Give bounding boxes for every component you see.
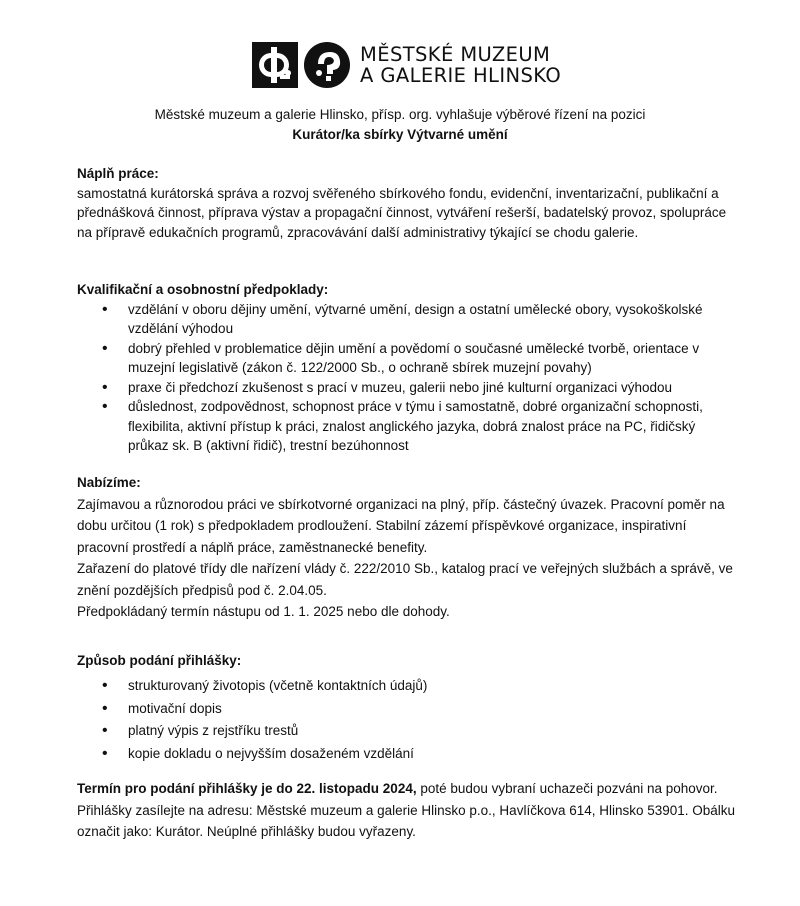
logo-text xyxy=(360,44,561,86)
naplne-text: samostatná kurátorská správa a rozvoj svěřeného sbírkového fondu, evidenční, inventarizační, publikační a přednášková činnost, příprava výstav a propagační činnost, vytváření rešerší, badatelský provoz, spolupráce na přípravě edukačních programů, zpracovávání další administrativy týkající se chodu galerie. xyxy=(77,185,727,240)
section-naplne xyxy=(77,164,737,242)
list-item: • kopie dokladu o nejvyšším dosaženém vzdělání xyxy=(77,743,737,765)
deadline-text: poté budou vybraní uchazeči pozváni na pohovor. Přihlášky zasílejte na adresu: Městské muzeum a galerie Hlinsko p.o., Havlíčkova 614, Hlinsko 53901. Obálku označit jako: Kurátor. Neúplné přihlášky budou vyřazeny. xyxy=(77,781,736,839)
deadline-paragraph xyxy=(77,778,737,843)
list-item: • praxe či předchozí zkušenost s prací v muzeu, galerii nebo jiné kulturní organizaci výhodou xyxy=(77,378,737,398)
zpusob-list xyxy=(77,675,737,765)
logo-line-1: MĚSTSKÉ MUZEUM xyxy=(360,43,551,66)
list-item: • motivační dopis xyxy=(77,698,737,720)
section-nabizime xyxy=(77,472,737,623)
section-heading-kvalifikace: Kvalifikační a osobnostní předpoklady: xyxy=(77,282,329,297)
list-item: • důslednost, zodpovědnost, schopnost práce v týmu i samostatně, dobré organizační schopnosti, flexibilita, aktivní přístup k práci, znalost anglického jazyka, dobrá znalost práce na PC, řidičský průkaz sk. B (aktivní řidič), trestní bezúhonnost xyxy=(77,397,737,456)
logo-line-2: A GALERIE HLINSKO xyxy=(360,64,562,87)
list-item: • vzdělání v oboru dějiny umění, výtvarné umění, design a ostatní umělecké obory, vysokoškolské vzdělání výhodou xyxy=(77,300,737,339)
nabizime-paragraph-3: Předpokládaný termín nástupu od 1. 1. 2025 nebo dle dohody. xyxy=(77,604,450,619)
nabizime-paragraph-1: Zajímavou a různorodou práci ve sbírkotvorné organizaci na plný, příp. částečný úvazek. Pracovní poměr na dobu určitou (1 rok) s předpokladem prodloužení. Stabilní zázemí příspěvkové organizace, inspirativní pracovní prostředí a náplň práce, zaměstnanecké benefity. xyxy=(77,496,725,555)
museum-logo-icon xyxy=(252,42,352,88)
section-heading-nabizime: Nabízíme: xyxy=(77,475,141,490)
section-kvalifikace xyxy=(77,280,737,456)
deadline-bold: Termín pro podání přihlášky je do 22. listopadu 2024, xyxy=(77,781,417,796)
intro-line: Městské muzeum a galerie Hlinsko, přísp. org. vyhlašuje výběrové řízení na pozici xyxy=(154,107,646,122)
section-zpusob xyxy=(77,650,737,765)
list-item: • strukturovaný životopis (včetně kontaktních údajů) xyxy=(77,675,737,697)
section-heading-naplne: Náplň práce: xyxy=(77,166,159,181)
section-heading-zpusob: Způsob podání přihlášky: xyxy=(77,653,242,668)
list-item: • platný výpis z rejstříku trestů xyxy=(77,720,737,742)
position-title: Kurátor/ka sbírky Výtvarné umění xyxy=(292,127,508,142)
list-item: • dobrý přehled v problematice dějin umění a povědomí o současné umělecké tvorbě, orientace v muzejní legislativě (zákon č. 122/2000 Sb., o ochraně sbírek muzejní povahy) xyxy=(77,339,737,378)
museum-logo xyxy=(252,42,561,88)
kvalifikace-list xyxy=(77,300,737,456)
nabizime-paragraph-2: Zařazení do platové třídy dle nařízení vlády č. 222/2010 Sb., katalog prací ve veřejných službách a správě, ve znění pozdějších předpisů pod č. 2.04.05. xyxy=(77,561,733,598)
